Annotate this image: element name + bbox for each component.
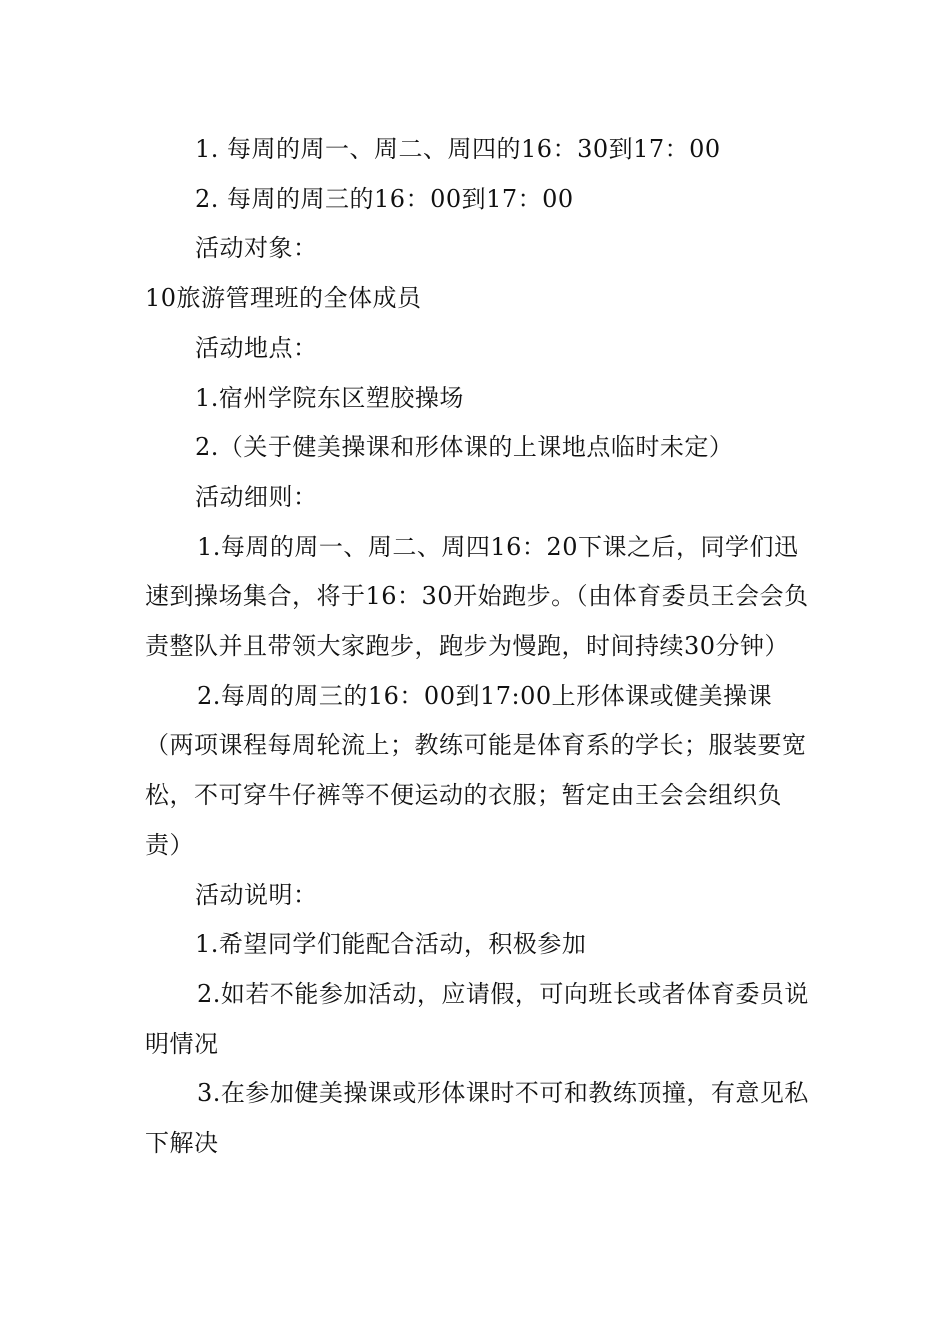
heading-activity-target: 活动对象： [195,234,318,263]
location-item-2: 2.（关于健美操课和形体课的上课地点临时未定） [195,433,734,462]
schedule-line-1: 1. 每周的周一、周二、周四的16：30到17：00 [195,135,721,163]
schedule-line-2: 2. 每周的周三的16：00到17：00 [195,184,574,213]
note-item-2: 2.如若不能参加活动，应请假，可向班长或者体育委员说明情况 [145,979,809,1058]
note-item-3: 3.在参加健美操课或形体课时不可和教练顶撞，有意见私下解决 [145,1079,809,1158]
heading-activity-location: 活动地点： [195,333,318,362]
rule-item-1: 1.每周的周一、周二、周四16：20下课之后，同学们迅速到操场集合，将于16：30开始跑步。（由体育委员王会会负责整队并且带领大家跑步，跑步为慢跑，时间持续30分钟） [145,532,809,661]
location-item-1: 1.宿州学院东区塑胶操场 [195,383,464,412]
note-item-1: 1.希望同学们能配合活动，积极参加 [195,930,587,959]
heading-activity-notes: 活动说明： [195,880,318,909]
document-body [145,125,810,1169]
activity-target-text: 10旅游管理班的全体成员 [145,284,422,313]
rule-item-2: 2.每周的周三的16：00到17:00上形体课或健美操课（两项课程每周轮流上；教练可能是体育系的学长；服装要宽松，不可穿牛仔裤等不便运动的衣服；暂定由王会会组织负责） [145,681,807,859]
heading-activity-rules: 活动细则： [195,482,318,511]
